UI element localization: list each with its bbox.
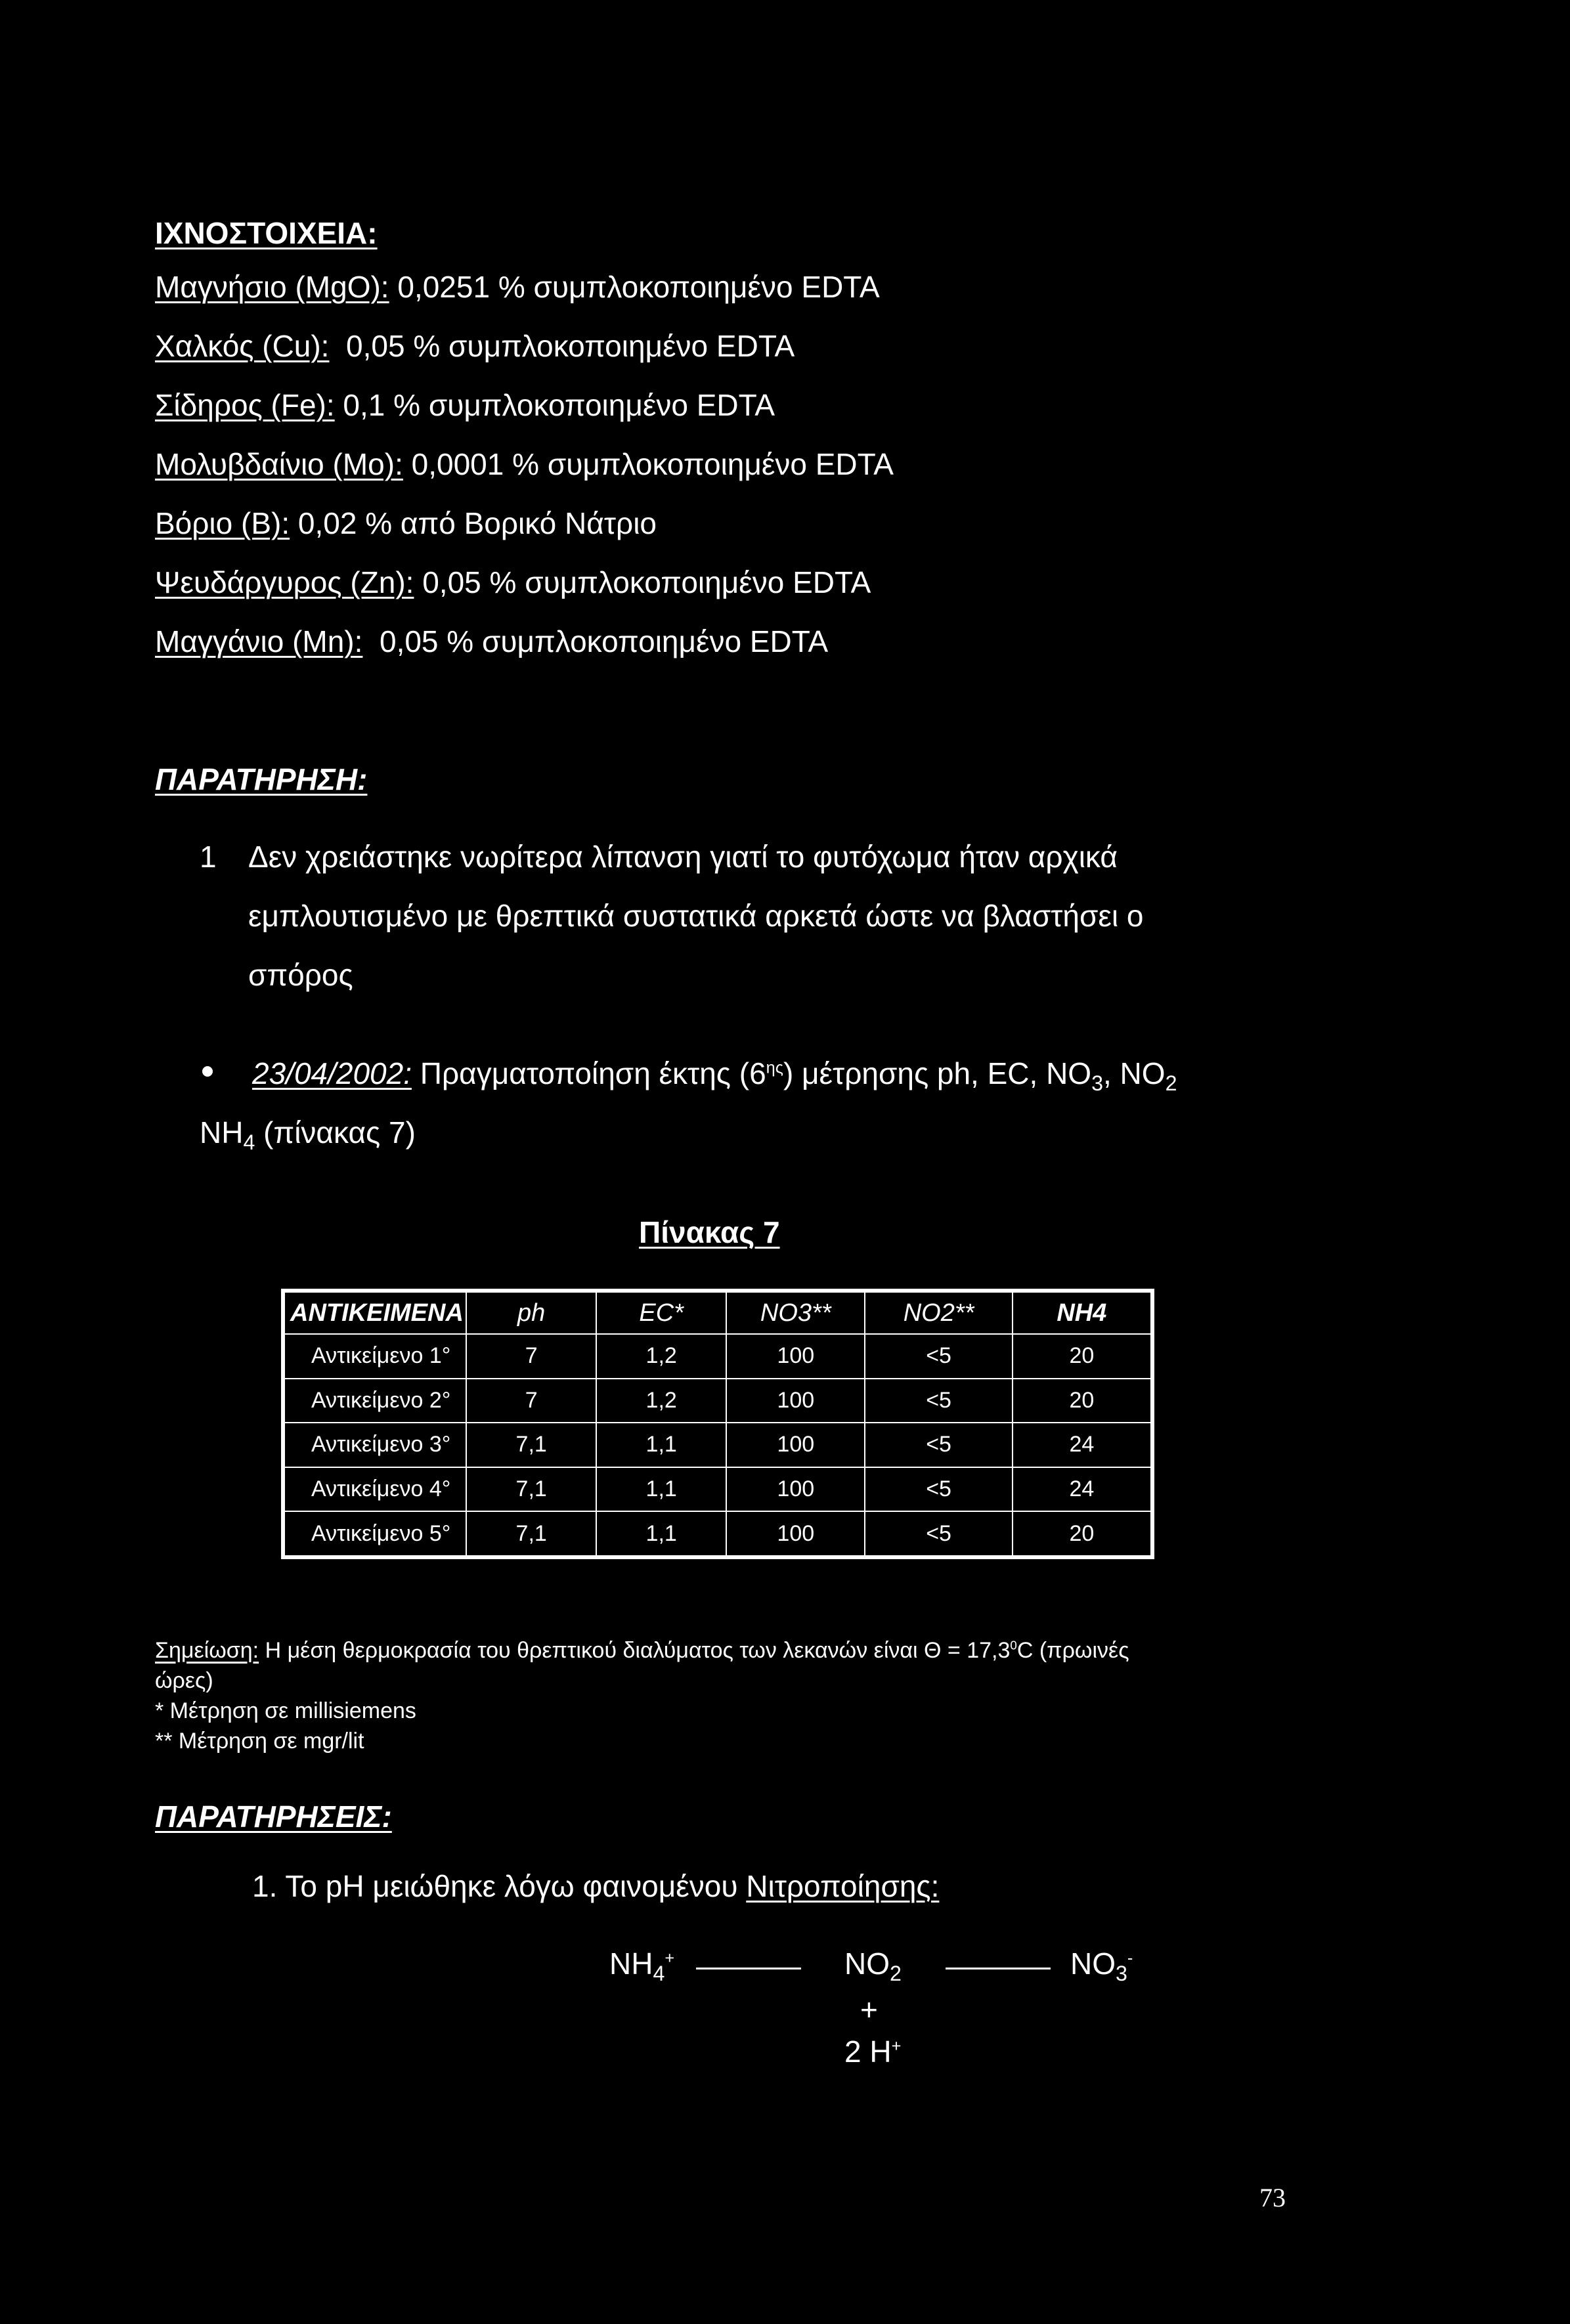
hydrogen-text: 2 H [844, 2034, 892, 2069]
element-name: Σίδηρος (Fe): [155, 388, 335, 422]
table-row [284, 1379, 1151, 1423]
cell-nh4: 20 [1013, 1334, 1151, 1379]
nh4-text: NH [609, 1947, 653, 1981]
element-value: 0,0001 % συμπλοκοποιημένο EDTA [403, 447, 894, 481]
bullet-icon [202, 1066, 213, 1080]
header-nh4: NH4 [1013, 1292, 1151, 1334]
element-value: 0,05 % συμπλοκοποιημένο EDTA [414, 565, 871, 599]
cell-no2: <5 [865, 1379, 1012, 1423]
nh4-text: NH [200, 1115, 244, 1150]
equation-plus: + [860, 1992, 878, 2027]
note-line-4: ** Μέτρηση σε mgr/lit [155, 1728, 364, 1754]
row-label: Αντικείμενο 3° [284, 1423, 466, 1467]
no3-sup: - [1127, 1948, 1133, 1968]
element-name: Μαγνήσιο (MgO): [155, 270, 389, 304]
element-name: Χαλκός (Cu): [155, 329, 330, 363]
cell-no2: <5 [865, 1334, 1012, 1379]
cell-ph: 7,1 [466, 1423, 596, 1467]
measurement-line-2 [200, 1115, 416, 1155]
results-table-grid [284, 1291, 1152, 1557]
element-name: Ψευδάργυρος (Zn): [155, 565, 414, 599]
cell-nh4: 24 [1013, 1467, 1151, 1512]
equation-no3 [1070, 1946, 1133, 1986]
remarks-text: Το pH μειώθηκε λόγω φαινομένου [277, 1869, 747, 1903]
table-row [284, 1467, 1151, 1512]
cell-no3: 100 [726, 1379, 865, 1423]
results-table [281, 1289, 1154, 1559]
cell-nh4: 20 [1013, 1511, 1151, 1556]
table-row [284, 1423, 1151, 1467]
remarks-line [252, 1871, 939, 1901]
header-ph: ph [466, 1292, 596, 1334]
element-value: 0,05 % συμπλοκοποιημένο EDTA [329, 329, 795, 363]
nh4-sub: 4 [243, 1130, 255, 1155]
measurement-line-1 [252, 1056, 1177, 1096]
equation-nh4 [609, 1946, 675, 1986]
arrow-line-1 [696, 1963, 801, 1975]
no2-sub: 2 [890, 1962, 902, 1986]
remark-line-2: εμπλουτισμένο με θρεπτικά συστατικά αρκετά ώστε να βλαστήσει ο [248, 899, 1144, 933]
remarks-number: 1. [252, 1869, 278, 1903]
trace-element-line [155, 449, 894, 479]
cell-no3: 100 [726, 1334, 865, 1379]
cell-no3: 100 [726, 1423, 865, 1467]
trace-element-line [155, 626, 828, 656]
remark-number: 1 [200, 840, 217, 874]
note-line-3: * Μέτρηση σε millisiemens [155, 1698, 416, 1723]
ordinal-sup: ης [766, 1058, 783, 1077]
note-block [155, 1636, 1129, 1757]
measurement-date: 23/04/2002: [252, 1056, 412, 1090]
remark-heading: ΠΑΡΑΤΗΡΗΣΗ: [155, 762, 368, 796]
table-reference: (πίνακας 7) [255, 1115, 416, 1150]
no3-text: NO [1070, 1947, 1116, 1981]
cell-ec: 1,2 [596, 1379, 726, 1423]
trace-element-line [155, 390, 775, 420]
remarks-heading: ΠΑΡΑΤΗΡΗΣΕΙΣ: [155, 1799, 392, 1834]
nh4-sub: 4 [653, 1962, 665, 1986]
header-no3: NO3** [726, 1292, 865, 1334]
nh4-sup: + [665, 1948, 675, 1968]
cell-ph: 7,1 [466, 1467, 596, 1512]
note-label: Σημείωση: [155, 1638, 259, 1663]
remark-line-3: σπόρος [248, 958, 353, 992]
table-caption: Πίνακας 7 [639, 1215, 780, 1249]
cell-ec: 1,2 [596, 1334, 726, 1379]
no3-sub: 3 [1091, 1071, 1103, 1096]
row-label: Αντικείμενο 5° [284, 1511, 466, 1556]
arrow-line-2 [946, 1963, 1051, 1975]
cell-nh4: 20 [1013, 1379, 1151, 1423]
trace-element-line [155, 272, 880, 302]
element-value: 0,1 % συμπλοκοποιημένο EDTA [334, 388, 775, 422]
cell-no2: <5 [865, 1467, 1012, 1512]
cell-no2: <5 [865, 1423, 1012, 1467]
note-line-2: ώρες) [155, 1668, 213, 1693]
note-text: C (πρωινές [1016, 1638, 1129, 1663]
degree-sup: 0 [1010, 1638, 1017, 1652]
cell-no3: 100 [726, 1511, 865, 1556]
measurement-text: , NO [1103, 1056, 1166, 1090]
measurement-text: Πραγματοποίηση έκτης (6 [412, 1056, 766, 1090]
cell-no2: <5 [865, 1511, 1012, 1556]
table-header-row [284, 1292, 1151, 1334]
trace-element-line [155, 567, 871, 597]
table-row [284, 1334, 1151, 1379]
cell-ph: 7 [466, 1379, 596, 1423]
element-name: Μολυβδαίνιο (Mo): [155, 447, 403, 481]
header-ec: EC* [596, 1292, 726, 1334]
cell-nh4: 24 [1013, 1423, 1151, 1467]
trace-elements-heading: ΙΧΝΟΣΤΟΙΧΕΙΑ: [155, 216, 378, 250]
element-name: Βόριο (B): [155, 506, 290, 540]
note-line-1 [155, 1636, 1129, 1666]
note-text: Η μέση θερμοκρασία του θρεπτικού διαλύματος των λεκανών είναι Θ = 17,3 [259, 1638, 1011, 1663]
measurement-text: ) μέτρησης ph, EC, NO [783, 1056, 1092, 1090]
nitrification-term: Νιτροποίησης: [746, 1869, 940, 1903]
no3-sub: 3 [1116, 1962, 1127, 1986]
row-label: Αντικείμενο 2° [284, 1379, 466, 1423]
cell-ec: 1,1 [596, 1511, 726, 1556]
cell-ec: 1,1 [596, 1423, 726, 1467]
row-label: Αντικείμενο 4° [284, 1467, 466, 1512]
header-objects: ΑΝΤΙΚΕΙΜΕΝΑ [284, 1292, 466, 1334]
hydrogen-sup: + [891, 2036, 902, 2055]
header-no2: NO2** [865, 1292, 1012, 1334]
element-value: 0,0251 % συμπλοκοποιημένο EDTA [389, 270, 880, 304]
equation-hydrogen [844, 2034, 901, 2069]
element-value: 0,02 % από Βορικό Νάτριο [290, 506, 657, 540]
element-value: 0,05 % συμπλοκοποιημένο EDTA [362, 624, 829, 658]
no2-sub: 2 [1165, 1071, 1177, 1096]
row-label: Αντικείμενο 1° [284, 1334, 466, 1379]
cell-ph: 7,1 [466, 1511, 596, 1556]
remark-line-1: Δεν χρειάστηκε νωρίτερα λίπανση γιατί το φυτόχωμα ήταν αρχικά [248, 840, 1118, 874]
trace-element-line [155, 508, 657, 538]
element-name: Μαγγάνιο (Mn): [155, 624, 363, 658]
no2-text: NO [844, 1947, 890, 1981]
page-number: 73 [1259, 2183, 1286, 2212]
cell-ec: 1,1 [596, 1467, 726, 1512]
cell-no3: 100 [726, 1467, 865, 1512]
equation-no2 [844, 1946, 902, 1986]
trace-element-line [155, 331, 795, 361]
cell-ph: 7 [466, 1334, 596, 1379]
table-row [284, 1511, 1151, 1556]
